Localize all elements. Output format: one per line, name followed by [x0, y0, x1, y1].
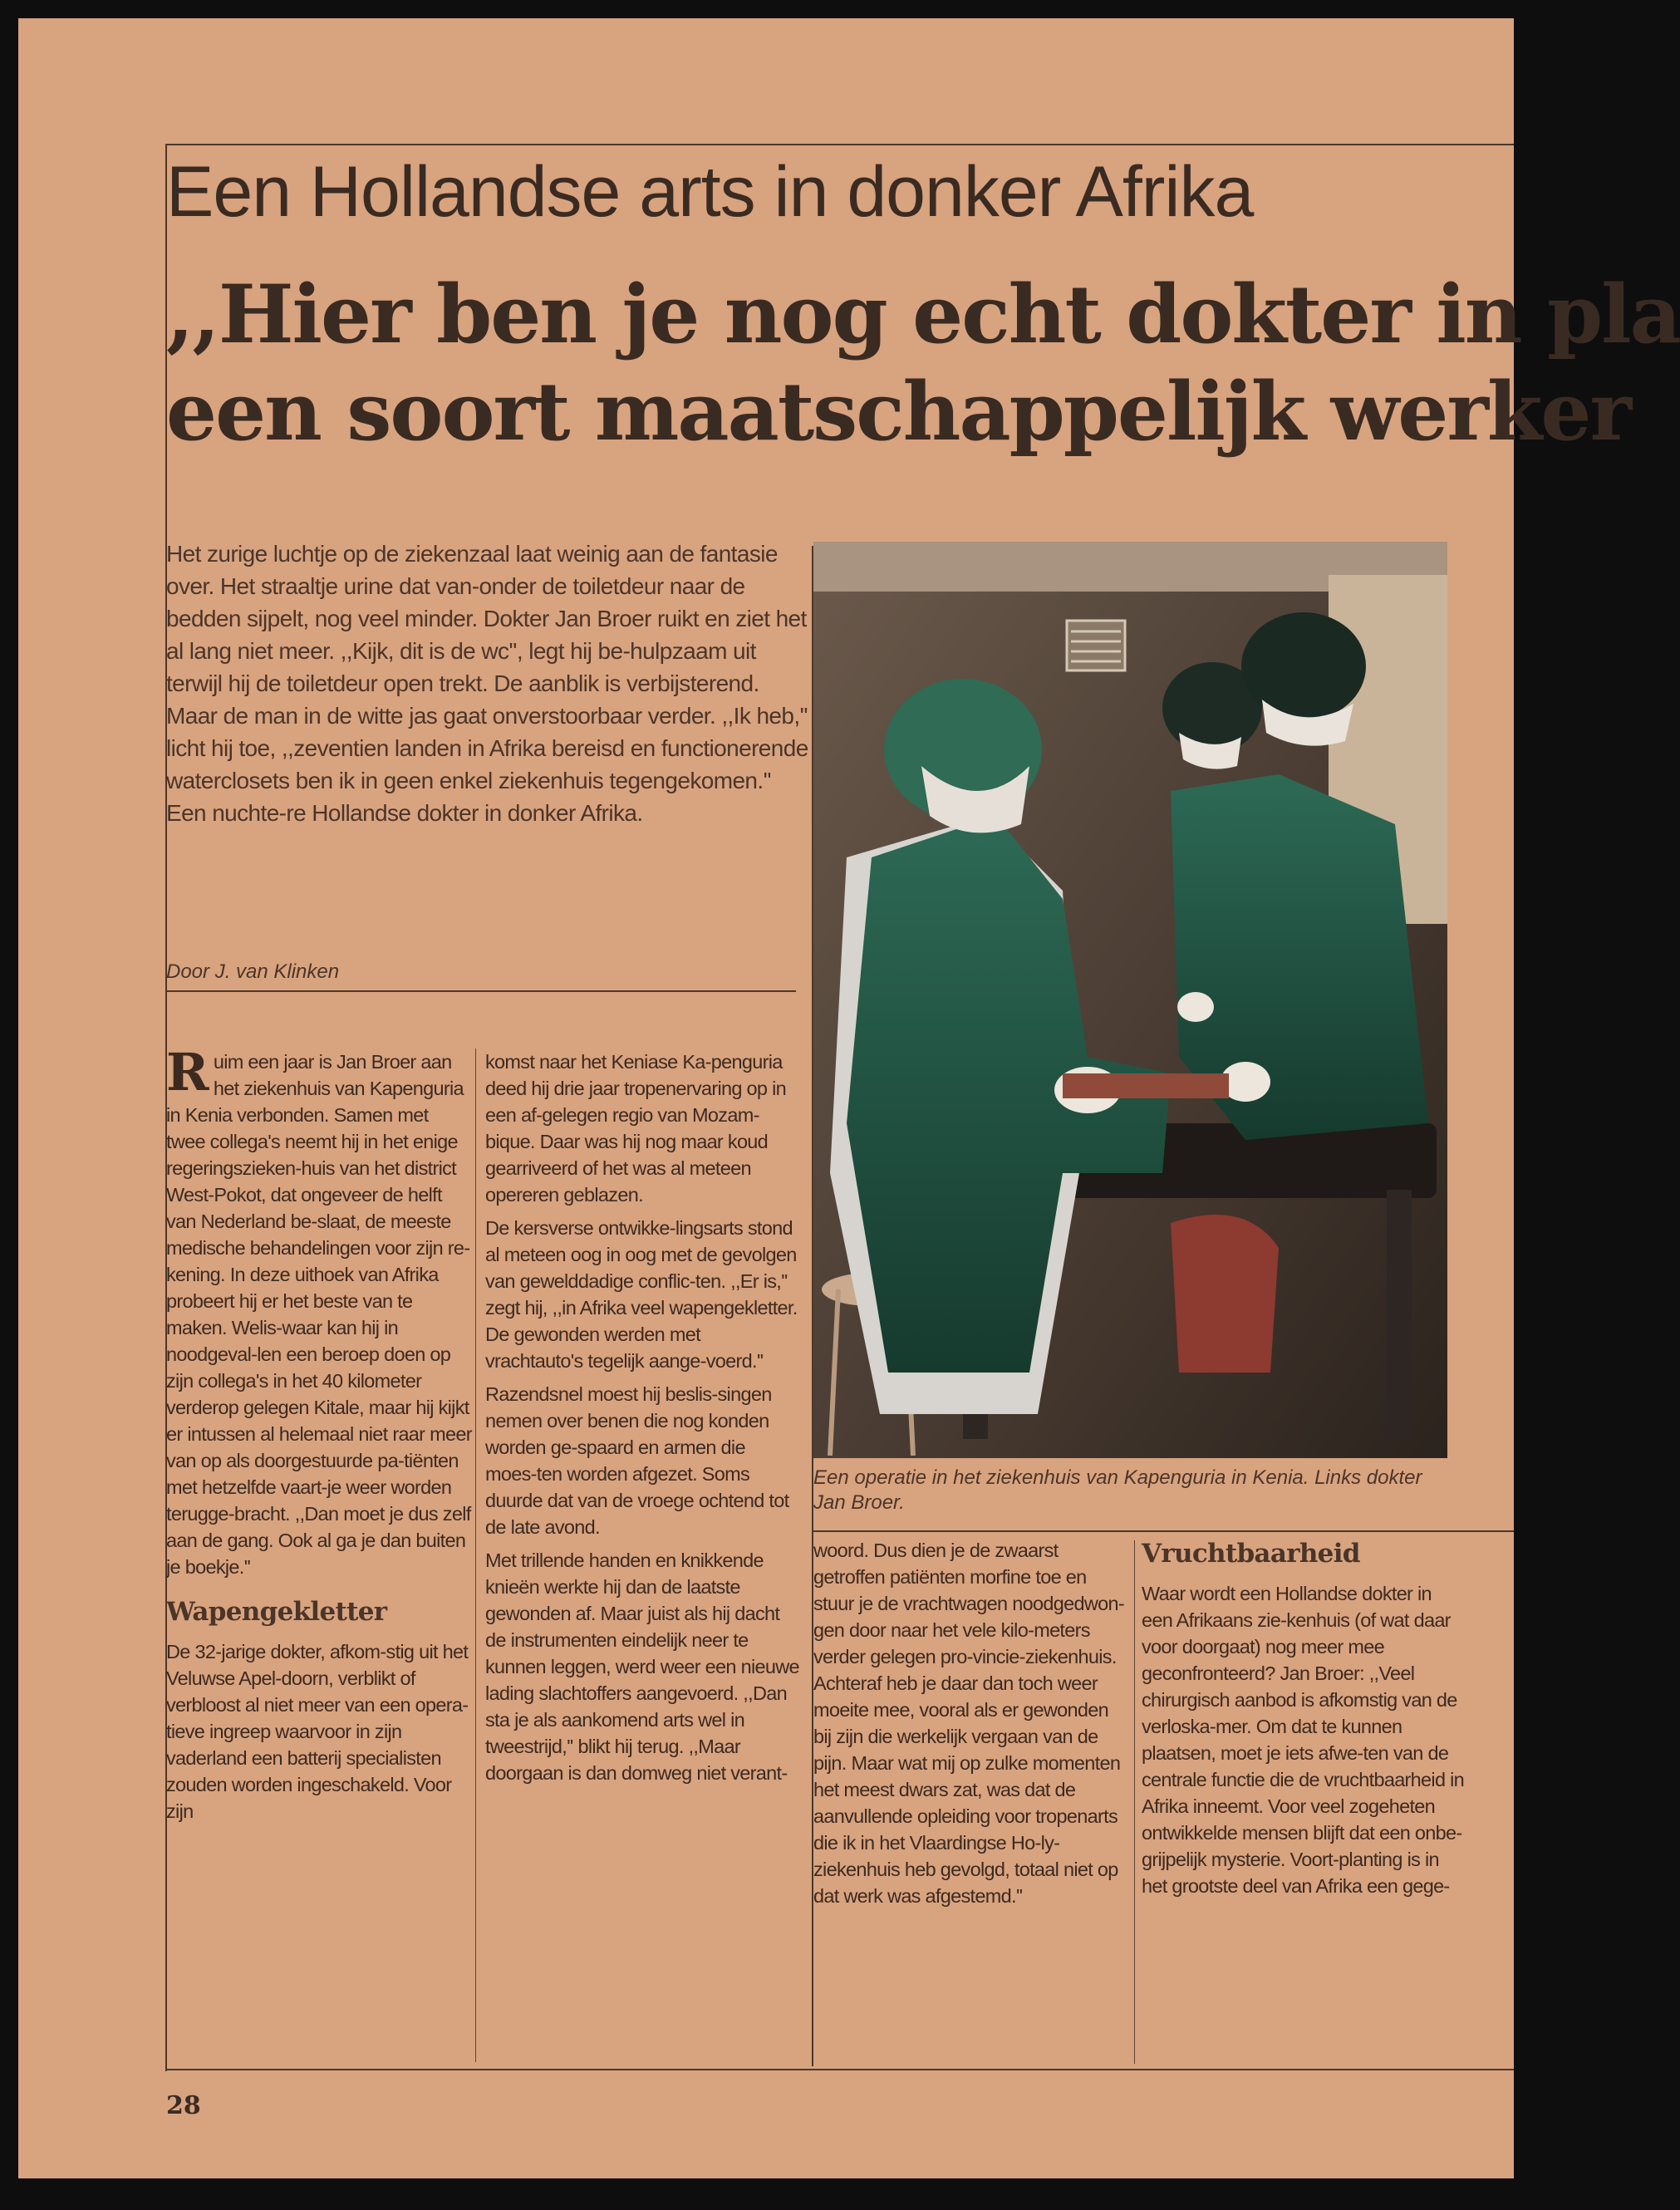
article-kicker: Een Hollandse arts in donker Afrika [166, 152, 1254, 232]
column-divider-1 [475, 1049, 476, 2062]
col1-paragraph-1 [166, 1042, 472, 1580]
column-3 [813, 1537, 1127, 1916]
magazine-page [18, 18, 1680, 2178]
col2-paragraph-2: De kersverse ontwikke-lingsarts stond al meteen oog in oog met de gevolgen van gewelddadige conflic-ten. ,,Er is,'' zegt hij, ,,in Afrika veel wapengekletter. De gewonden werden met vrachtauto's tegelijk aange-voerd.'' [485, 1217, 798, 1372]
col3-paragraph-1: woord. Dus dien je de zwaarst getroffen patiënten morfine toe en stuur je de vrachtwagen noodgedwon-gen door naar het vele kilo-meters verder gelegen pro-vincie-ziekenhuis. Achteraf heb je daar dan toch weer moeite mee, vooral als er gewonden bij zijn die werkelijk vergaan van de pijn. Maar wat mij op zulke momenten het meest dwars zat, was dat de aanvullende opleiding voor tropenarts die ik in het Vlaardingse Ho-ly-ziekenhuis heb gevolgd, totaal niet op dat werk was afgestemd.'' [813, 1540, 1124, 1907]
col1-paragraph-2: De 32-jarige dokter, afkom-stig uit het Veluwse Apel-doorn, verblikt of verbloost al niet meer van een opera-tieve ingreep waarvoor in zijn vaderland een batterij specialisten zouden worden ingeschakeld. Voor zijn [166, 1641, 469, 1822]
intro-paragraph: Het zurige luchtje op de ziekenzaal laat weinig aan de fantasie over. Het straaltje urine dat van-onder de toiletdeur naar de bedden sijpelt, nog veel minder. Dokter Jan Broer ruikt en ziet het al lang niet meer. ,,Kijk, dit is de wc'', legt hij be-hulpzaam uit terwijl hij de toiletdeur open trekt. De aanblik is verbijsterend. Maar de man in de witte jas gaat onverstoorbaar verder. ,,Ik heb,'' licht hij toe, ,,zeventien landen in Afrika bereisd en functionerende waterclosets ben ik in geen enkel ziekenhuis tegengekomen.'' Een nuchte-re Hollandse dokter in donker Afrika. [166, 541, 808, 826]
col4-paragraph-1: Waar wordt een Hollandse dokter in een Afrikaans zie-kenhuis (of wat daar voor doorgaat) nog meer mee geconfronteerd? Jan Broer: ,,Veel chirurgisch aanbod is afkomstig van de verloska-mer. Om dat te kunnen plaatsen, moet je iets afwe-ten van de centrale functie die de vruchtbaarheid in Afrika inneemt. Voor veel zogeheten ontwikkelde mensen blijft dat een onbe-grijpelijk mysterie. Voort-planting is in het grootste deel van Afrika een gege- [1142, 1583, 1465, 1897]
col2-paragraph-3: Razendsnel moest hij beslis-singen nemen over benen die nog konden worden ge-spaard en armen die moes-ten worden afgezet. Soms duurde dat van de vroege ochtend tot de late avond. [485, 1383, 789, 1538]
column-2 [485, 1049, 801, 1793]
photo-caption: Een operatie in het ziekenhuis van Kapenguria in Kenia. Links dokter Jan Broer. [813, 1466, 1422, 1514]
subhead-vruchtbaarheid: Vruchtbaarheid [1142, 1539, 1360, 1569]
page-number: 28 [166, 2091, 201, 2120]
operation-photo [813, 542, 1447, 1458]
subhead-wapengekletter: Wapengekletter [166, 1597, 387, 1627]
column-4 [1142, 1537, 1466, 1906]
headline-line-2: een soort maatschappelijk werker [166, 365, 1631, 459]
col2-paragraph-4: Met trillende handen en knikkende knieën werkte hij dan de laatste gewonden af. Maar juist als hij dacht de instrumenten eindelijk neer te kunnen leggen, werd weer een nieuwe lading slachtoffers aangevoerd. ,,Dan sta je als aankomend arts wel in tweestrijd,'' blikt hij terug. ,,Maar doorgaan is dan domweg niet verant- [485, 1549, 799, 1784]
caption-rule [813, 1530, 1514, 1532]
byline: Door J. van Klinken [166, 960, 340, 983]
article-headline [166, 266, 1680, 460]
drop-cap: R [166, 1042, 209, 1103]
column-1 [166, 1042, 472, 1831]
frame-top-rule [165, 144, 1514, 145]
headline-line-1: ,,Hier ben je nog echt dokter in pla [166, 268, 1680, 361]
frame-bottom-rule [165, 2069, 1514, 2070]
col1-paragraph-1-text: uim een jaar is Jan Broer aan het ziekenhuis van Kapenguria in Kenia verbonden. Samen met twee collega's neemt hij in het enige regeringszieken-huis van het district West-Pokot, dat ongeveer de helft van Nederland be-slaat, de meeste medische behandelingen voor zijn re-kening. In deze uithoek van Afrika probeert hij er het beste van te maken. Welis-waar kan hij in noodgeval-len een beroep doen op zijn collega's in het 40 kilometer verderop gelegen Kitale, maar hij kijkt er intussen al helemaal niet raar meer van op als doorgestuurde pa-tiënten met hetzelfde vaart-je weer worden terugge-bracht. ,,Dan moet je dus zelf aan de gang. Ook al ga je dan buiten je boekje.'' [166, 1051, 472, 1578]
column-divider-3 [1134, 1540, 1135, 2064]
byline-rule [166, 990, 796, 992]
col2-paragraph-1: komst naar het Keniase Ka-penguria deed hij drie jaar tropenervaring op in een af-gelegen regio van Mozam-bique. Daar was hij nog maar koud gearriveerd of het was al meteen opereren geblazen. [485, 1051, 786, 1206]
